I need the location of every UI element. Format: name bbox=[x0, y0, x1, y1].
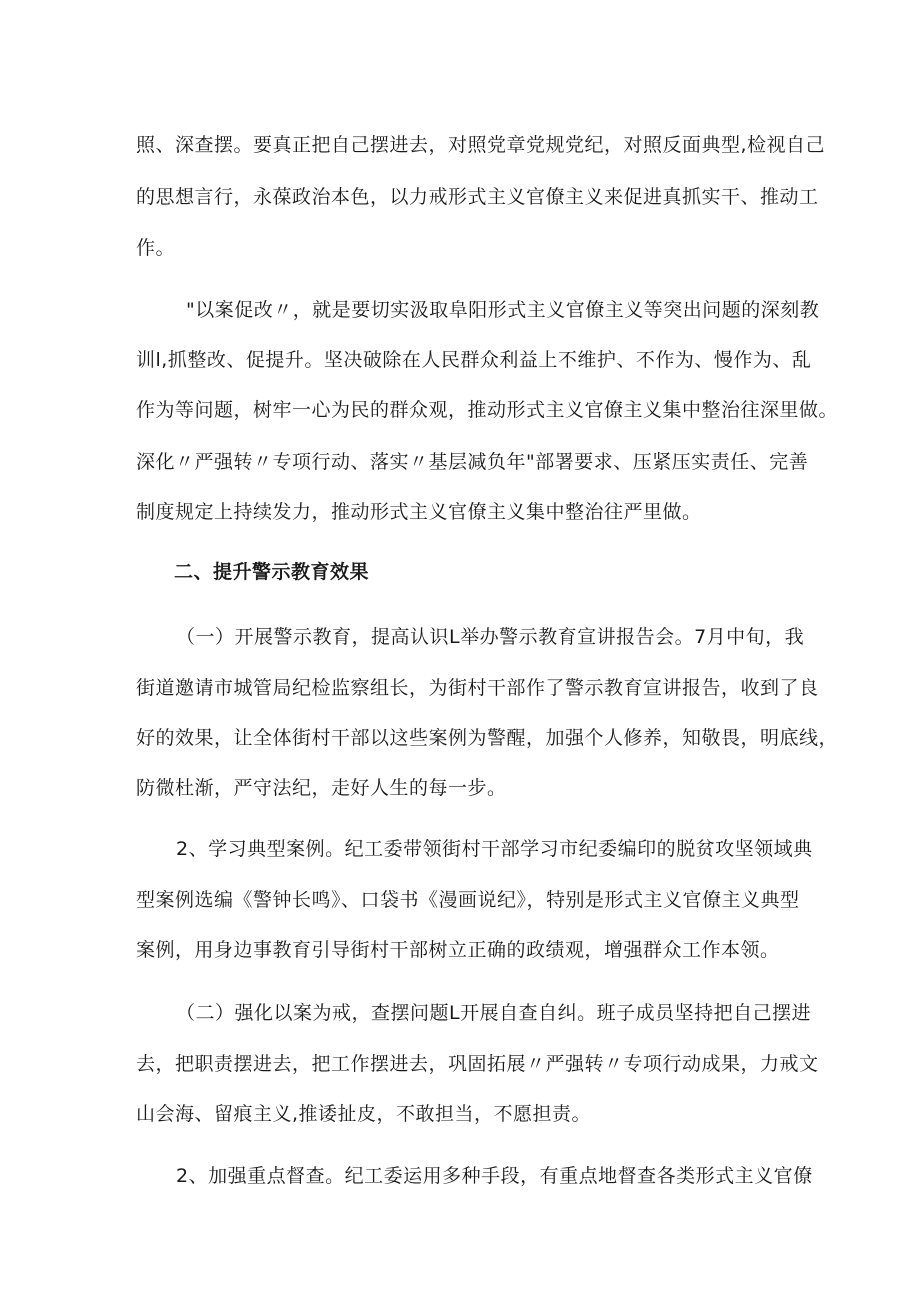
paragraph-line: 2、学习典型案例。纪工委带领街村干部学习市纪委编印的脱贫攻坚领域典 bbox=[176, 838, 813, 860]
paragraph-line: 好的效果，让全体街村干部以这些案例为警醒，加强个人修养，知敬畏，明底线， bbox=[136, 727, 839, 749]
paragraph-line: 去，把职责摆进去，把工作摆进去，巩固拓展〃严强转〃专项行动成果，力戒文 bbox=[136, 1053, 819, 1075]
paragraph-line: 案例，用身边事教育引导街村干部树立正确的政绩观，增强群众工作本领。 bbox=[136, 939, 780, 961]
paragraph-line: "以案促改〃，就是要切实汲取阜阳形式主义官僚主义等突出问题的深刻教 bbox=[186, 299, 820, 321]
paragraph-line: 的思想言行，永葆政治本色，以力戒形式主义官僚主义来促进真抓实干、推动工 bbox=[136, 186, 819, 208]
paragraph-line: 防微杜渐，严守法纪，走好人生的每一步。 bbox=[136, 777, 507, 799]
paragraph-line: 街道邀请市城管局纪检监察组长，为街村干部作了警示教育宣讲报告，收到了良 bbox=[136, 677, 819, 699]
paragraph-line: 深化〃严强转〃专项行动、落实〃基层减负年"部署要求、压紧压实责任、完善 bbox=[136, 451, 809, 473]
paragraph-line: （一）开展警示教育，提高认识L举办警示教育宣讲报告会。7月中旬，我 bbox=[176, 626, 805, 648]
paragraph-line: 作。 bbox=[136, 237, 176, 259]
section-heading: 二、提升警示教育效果 bbox=[174, 561, 370, 583]
paragraph-line: 作为等问题，树牢一心为民的群众观，推动形式主义官僚主义集中整治往深里做。 bbox=[136, 399, 839, 421]
paragraph-line: 照、深查摆。要真正把自己摆进去，对照党章党规党纪，对照反面典型,检视自己 bbox=[136, 134, 826, 156]
paragraph-line: 山会海、留痕主义,推诿扯皮，不敢担当，不愿担责。 bbox=[136, 1103, 592, 1125]
paragraph-line: （二）强化以案为戒，查摆问题L开展自查自纠。班子成员坚持把自己摆进 bbox=[176, 1002, 812, 1024]
paragraph-line: 型案例选编《警钟长鸣》、口袋书《漫画说纪》，特别是形式主义官僚主义典型 bbox=[136, 889, 800, 911]
paragraph-line: 训l,抓整改、促提升。坚决破除在人民群众利益上不维护、不作为、慢作为、乱 bbox=[136, 349, 812, 371]
paragraph-line: 制度规定上持续发力，推动形式主义官僚主义集中整治往严里做。 bbox=[136, 501, 702, 523]
paragraph-line: 2、加强重点督查。纪工委运用多种手段，有重点地督查各类形式主义官僚 bbox=[176, 1165, 813, 1187]
